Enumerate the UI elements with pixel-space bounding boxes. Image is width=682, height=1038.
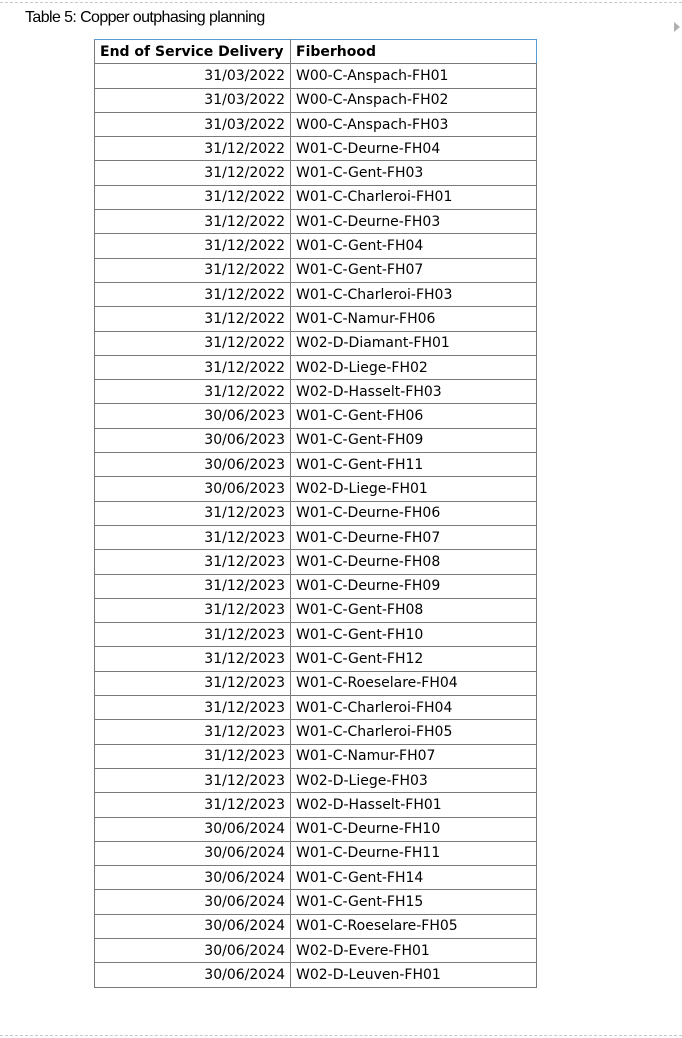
end-of-service-date-cell: 31/12/2023 [95,647,291,671]
end-of-service-date-cell: 31/12/2023 [95,720,291,744]
table-row [95,380,537,404]
end-of-service-date-cell: 31/12/2023 [95,501,291,525]
end-of-service-date-cell: 31/12/2022 [95,185,291,209]
table-row [95,720,537,744]
table-row [95,598,537,622]
fiberhood-cell: W01-C-Gent-FH15 [291,890,537,914]
end-of-service-date-cell: 31/12/2022 [95,331,291,355]
table-row [95,501,537,525]
table-row [95,428,537,452]
end-of-service-date-cell: 31/12/2023 [95,574,291,598]
fiberhood-cell: W02-D-Diamant-FH01 [291,331,537,355]
end-of-service-date-cell: 31/12/2022 [95,210,291,234]
table-row [95,282,537,306]
table-row [95,817,537,841]
fiberhood-cell: W00-C-Anspach-FH01 [291,64,537,88]
page-bottom-border [0,1035,682,1036]
end-of-service-date-cell: 31/12/2023 [95,696,291,720]
table-row [95,331,537,355]
fiberhood-cell: W00-C-Anspach-FH02 [291,88,537,112]
table-row [95,307,537,331]
end-of-service-date-cell: 30/06/2023 [95,453,291,477]
end-of-service-date-cell: 30/06/2024 [95,963,291,987]
table-row [95,477,537,501]
end-of-service-date-cell: 31/03/2022 [95,88,291,112]
fiberhood-cell: W01-C-Deurne-FH08 [291,550,537,574]
fiberhood-cell: W01-C-Deurne-FH10 [291,817,537,841]
end-of-service-date-cell: 30/06/2023 [95,404,291,428]
table-row [95,914,537,938]
fiberhood-cell: W01-C-Gent-FH04 [291,234,537,258]
table-row [95,550,537,574]
table-row [95,112,537,136]
end-of-service-date-cell: 31/12/2023 [95,768,291,792]
end-of-service-date-cell: 31/12/2023 [95,550,291,574]
fiberhood-cell: W01-C-Charleroi-FH05 [291,720,537,744]
end-of-service-date-cell: 31/12/2022 [95,234,291,258]
fiberhood-cell: W01-C-Gent-FH09 [291,428,537,452]
table-row [95,574,537,598]
end-of-service-date-cell: 31/12/2022 [95,137,291,161]
table-row [95,671,537,695]
end-of-service-date-cell: 31/12/2023 [95,598,291,622]
fiberhood-cell: W01-C-Gent-FH14 [291,866,537,890]
end-of-service-date-cell: 31/12/2022 [95,258,291,282]
end-of-service-date-cell: 30/06/2023 [95,428,291,452]
end-of-service-date-cell: 31/12/2022 [95,161,291,185]
fiberhood-cell: W02-D-Leuven-FH01 [291,963,537,987]
header-end-of-service-delivery: End of Service Delivery [95,40,291,64]
table-row [95,258,537,282]
fiberhood-cell: W01-C-Charleroi-FH01 [291,185,537,209]
table-row [95,793,537,817]
fiberhood-cell: W01-C-Roeselare-FH05 [291,914,537,938]
fiberhood-cell: W02-D-Hasselt-FH01 [291,793,537,817]
end-of-service-date-cell: 30/06/2023 [95,477,291,501]
header-fiberhood: Fiberhood [291,40,537,64]
table-row [95,890,537,914]
fiberhood-cell: W01-C-Deurne-FH11 [291,841,537,865]
table-row [95,647,537,671]
end-of-service-date-cell: 30/06/2024 [95,817,291,841]
end-of-service-date-cell: 31/03/2022 [95,64,291,88]
end-of-service-date-cell: 31/12/2023 [95,793,291,817]
page-corner-marker [674,22,680,32]
end-of-service-date-cell: 30/06/2024 [95,914,291,938]
table-row [95,744,537,768]
fiberhood-cell: W01-C-Deurne-FH04 [291,137,537,161]
table-row [95,88,537,112]
fiberhood-cell: W00-C-Anspach-FH03 [291,112,537,136]
fiberhood-cell: W01-C-Deurne-FH03 [291,210,537,234]
fiberhood-cell: W01-C-Gent-FH11 [291,453,537,477]
table-row [95,866,537,890]
table-row [95,185,537,209]
fiberhood-cell: W01-C-Deurne-FH06 [291,501,537,525]
fiberhood-cell: W02-D-Liege-FH02 [291,355,537,379]
end-of-service-date-cell: 31/12/2022 [95,380,291,404]
end-of-service-date-cell: 31/12/2022 [95,282,291,306]
fiberhood-cell: W01-C-Gent-FH07 [291,258,537,282]
fiberhood-cell: W02-D-Evere-FH01 [291,938,537,962]
table-header-row [95,40,537,64]
end-of-service-date-cell: 30/06/2024 [95,866,291,890]
table-row [95,525,537,549]
table-row [95,210,537,234]
table-row [95,938,537,962]
table-body [95,64,537,987]
end-of-service-date-cell: 31/12/2023 [95,623,291,647]
copper-outphasing-table [94,39,537,988]
end-of-service-date-cell: 30/06/2024 [95,890,291,914]
fiberhood-cell: W01-C-Charleroi-FH04 [291,696,537,720]
end-of-service-date-cell: 31/12/2023 [95,525,291,549]
table-row [95,696,537,720]
end-of-service-date-cell: 31/12/2023 [95,671,291,695]
fiberhood-cell: W02-D-Liege-FH03 [291,768,537,792]
fiberhood-cell: W02-D-Hasselt-FH03 [291,380,537,404]
table-row [95,137,537,161]
fiberhood-cell: W01-C-Namur-FH06 [291,307,537,331]
table-row [95,234,537,258]
table-caption: Table 5: Copper outphasing planning [25,9,265,26]
fiberhood-cell: W01-C-Gent-FH12 [291,647,537,671]
table-row [95,963,537,987]
table-row [95,161,537,185]
fiberhood-cell: W01-C-Gent-FH10 [291,623,537,647]
end-of-service-date-cell: 31/12/2023 [95,744,291,768]
fiberhood-cell: W01-C-Gent-FH06 [291,404,537,428]
table-row [95,841,537,865]
table-row [95,64,537,88]
end-of-service-date-cell: 31/12/2022 [95,307,291,331]
end-of-service-date-cell: 31/12/2022 [95,355,291,379]
fiberhood-cell: W01-C-Deurne-FH09 [291,574,537,598]
fiberhood-cell: W01-C-Charleroi-FH03 [291,282,537,306]
table-row [95,355,537,379]
page-top-border [0,2,682,3]
fiberhood-cell: W01-C-Namur-FH07 [291,744,537,768]
table-row [95,623,537,647]
table-row [95,404,537,428]
end-of-service-date-cell: 30/06/2024 [95,841,291,865]
fiberhood-cell: W01-C-Gent-FH03 [291,161,537,185]
fiberhood-cell: W01-C-Roeselare-FH04 [291,671,537,695]
fiberhood-cell: W01-C-Deurne-FH07 [291,525,537,549]
end-of-service-date-cell: 31/03/2022 [95,112,291,136]
table-row [95,453,537,477]
fiberhood-cell: W01-C-Gent-FH08 [291,598,537,622]
fiberhood-cell: W02-D-Liege-FH01 [291,477,537,501]
end-of-service-date-cell: 30/06/2024 [95,938,291,962]
table-row [95,768,537,792]
